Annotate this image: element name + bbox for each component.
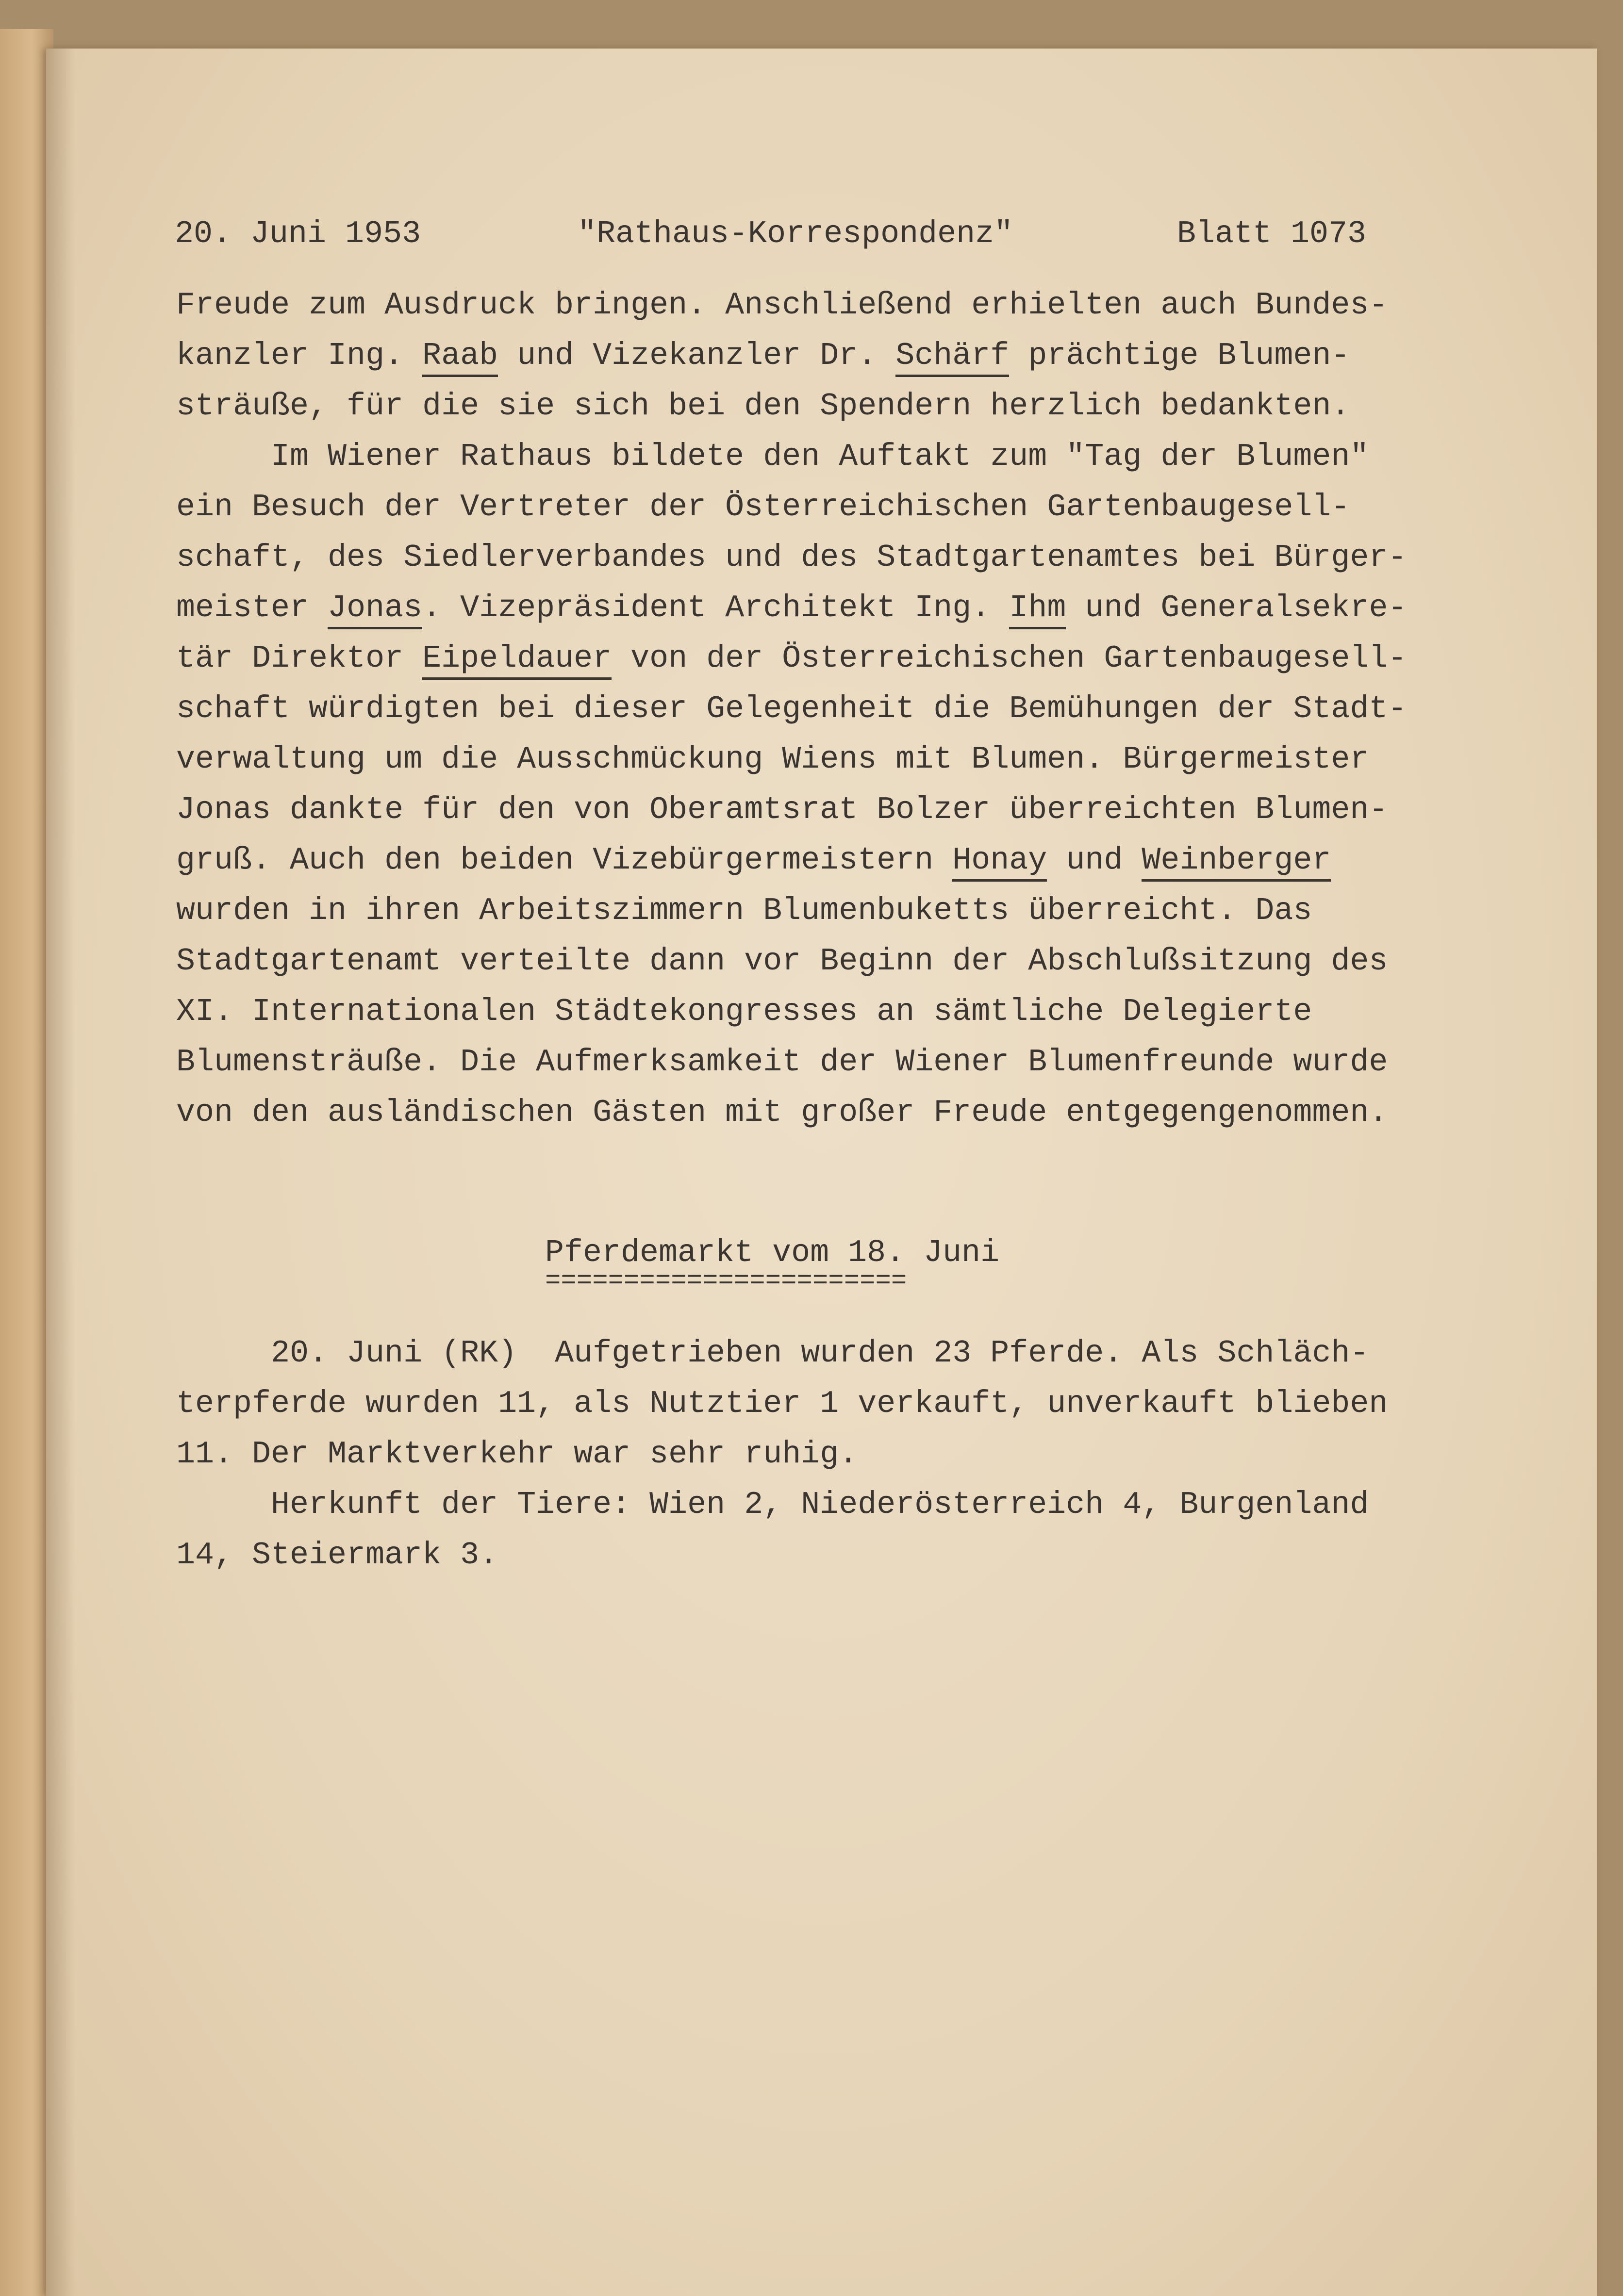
header-title: "Rathaus-Korrespondenz" (578, 216, 1013, 252)
text-segment: und (1047, 842, 1142, 878)
underlined-name-schaerf: Schärf (895, 338, 1009, 377)
text-segment: meister (176, 590, 328, 626)
header-sheet-number: Blatt 1073 (1177, 216, 1367, 252)
text-line: terpferde wurden 11, als Nutztier 1 verkauft, unverkauft blieben (176, 1386, 1388, 1422)
text-line: 20. Juni (RK) Aufgetrieben wurden 23 Pferde. Als Schläch- (176, 1335, 1369, 1371)
text-line: von den ausländischen Gästen mit großer Freude entgegengenommen. (176, 1095, 1388, 1131)
text-segment: und Generalsekre- (1066, 590, 1407, 626)
text-line: XI. Internationalen Städtekongresses an sämtliche Delegierte (176, 994, 1312, 1030)
text-line: sträuße, für die sie sich bei den Spendern herzlich bedankten. (176, 388, 1350, 424)
text-line: Blumensträuße. Die Aufmerksamkeit der Wiener Blumenfreunde wurde (176, 1044, 1388, 1080)
text-segment: und Vizekanzler Dr. (498, 338, 896, 374)
text-line (176, 338, 1350, 374)
section-title-underline-rule: ======================= (545, 1266, 907, 1296)
text-line: Stadtgartenamt verteilte dann vor Beginn der Abschlußsitzung des (176, 943, 1388, 979)
underlined-name-honay: Honay (952, 842, 1047, 882)
text-segment: tär Direktor (176, 640, 423, 676)
text-line: 14, Steiermark 3. (176, 1537, 498, 1573)
document-page (46, 49, 1597, 2296)
underlined-name-raab: Raab (422, 338, 498, 377)
underlined-name-ihm: Ihm (1009, 590, 1066, 629)
text-segment: kanzler Ing. (176, 338, 423, 374)
text-segment: gruß. Auch den beiden Vizebürgermeistern (176, 842, 953, 878)
text-line: Jonas dankte für den von Oberamtsrat Bolzer überreichten Blumen- (176, 792, 1388, 828)
text-segment: von der Österreichischen Gartenbaugesell- (612, 640, 1407, 676)
text-line: schaft würdigten bei dieser Gelegenheit die Bemühungen der Stadt- (176, 691, 1407, 727)
text-line: Freude zum Ausdruck bringen. Anschließend erhielten auch Bundes- (176, 287, 1388, 323)
text-line (176, 842, 1331, 878)
text-line: Herkunft der Tiere: Wien 2, Niederösterreich 4, Burgenland (176, 1487, 1369, 1523)
text-line: schaft, des Siedlerverbandes und des Stadtgartenamtes bei Bürger- (176, 540, 1407, 575)
text-line: wurden in ihren Arbeitszimmern Blumenbuketts überreicht. Das (176, 893, 1312, 929)
adjacent-page-edge (0, 29, 53, 2296)
header-date: 20. Juni 1953 (175, 216, 421, 252)
text-line: ein Besuch der Vertreter der Österreichischen Gartenbaugesell- (176, 489, 1350, 525)
text-line: 11. Der Marktverkehr war sehr ruhig. (176, 1436, 858, 1472)
text-line (176, 640, 1407, 676)
underlined-name-weinberger: Weinberger (1142, 842, 1331, 882)
underlined-name-eipeldauer: Eipeldauer (422, 640, 612, 680)
text-line: Im Wiener Rathaus bildete den Auftakt zum "Tag der Blumen" (176, 439, 1369, 475)
text-segment: prächtige Blumen- (1009, 338, 1350, 374)
text-segment: . Vizepräsident Architekt Ing. (422, 590, 1010, 626)
page-gutter-shadow (46, 49, 75, 2296)
section-title-horse-market: Pferdemarkt vom 18. Juni (545, 1235, 1000, 1271)
text-line (176, 590, 1407, 626)
text-line: verwaltung um die Ausschmückung Wiens mit Blumen. Bürgermeister (176, 741, 1369, 777)
underlined-name-jonas: Jonas (328, 590, 422, 629)
